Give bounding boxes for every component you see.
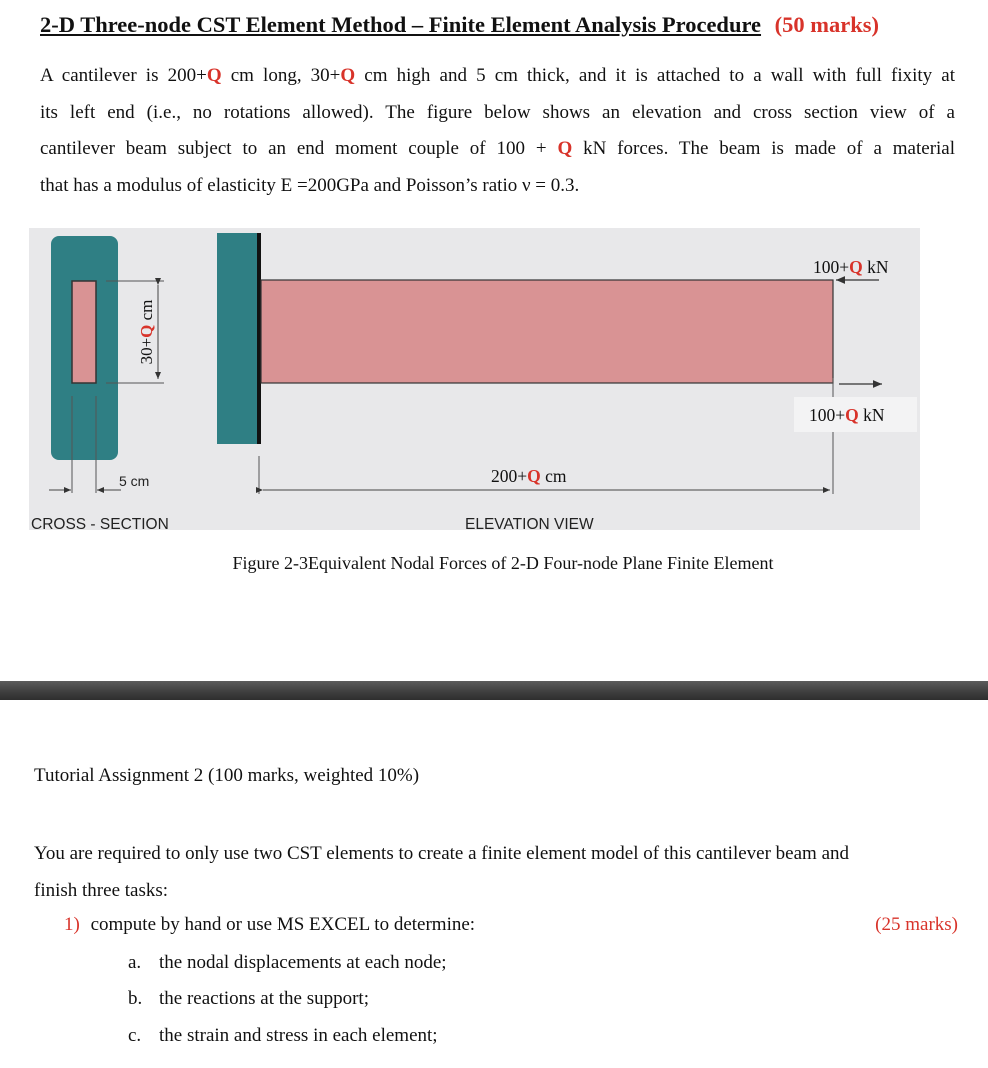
assignment-heading xyxy=(40,12,879,38)
length-label: 200+Q cm xyxy=(491,466,567,486)
tutorial-intro xyxy=(34,836,952,909)
subtask-letter: b. xyxy=(128,988,143,1009)
task-text: compute by hand or use MS EXCEL to determine: xyxy=(90,914,476,935)
problem-text: kN forces. The beam is made of a material xyxy=(572,138,956,159)
heading-marks: (50 marks) xyxy=(774,12,880,37)
thickness-label: 5 cm xyxy=(119,473,150,489)
problem-line-4: that has a modulus of elasticity E =200GPa and Poisson’s ratio ν = 0.3. xyxy=(40,174,580,196)
heading-title: 2-D Three-node CST Element Method – Finite Element Analysis Procedure xyxy=(40,12,762,37)
beam-elevation xyxy=(261,280,833,383)
subtask-c xyxy=(128,1025,438,1047)
task-1 xyxy=(64,914,475,936)
intro-line-2: finish three tasks: xyxy=(34,879,169,901)
intro-line-1: You are required to only use two CST elements to create a finite element model of this cantilever beam and xyxy=(34,843,850,864)
subtask-text: the strain and stress in each element; xyxy=(159,1025,438,1046)
problem-line-2: its left end (i.e., no rotations allowed). The figure below shows an elevation and cross section view of a xyxy=(40,101,955,123)
subtask-text: the reactions at the support; xyxy=(159,988,369,1009)
subtask-a xyxy=(128,952,447,974)
tutorial-title: Tutorial Assignment 2 (100 marks, weighted 10%) xyxy=(34,765,420,786)
wall-support xyxy=(217,233,259,444)
problem-line-3 xyxy=(40,131,955,168)
problem-text: cantilever beam subject to an end moment couple of 100 + xyxy=(40,138,558,159)
cantilever-figure xyxy=(29,228,920,530)
subtask-letter: c. xyxy=(128,1025,142,1046)
problem-line-1 xyxy=(40,58,955,95)
task-1-marks: (25 marks) xyxy=(875,914,958,935)
q-variable: Q xyxy=(206,65,222,86)
bottom-force-label: 100+Q kN xyxy=(809,405,885,425)
subtask-text: the nodal displacements at each node; xyxy=(159,952,447,973)
task-number: 1) xyxy=(64,914,80,935)
subtask-letter: a. xyxy=(128,952,142,973)
problem-text: cm long, 30+ xyxy=(221,65,341,86)
q-variable: Q xyxy=(557,138,573,159)
cross-section-beam xyxy=(72,281,96,383)
section-divider xyxy=(0,681,988,700)
elevation-view-label: ELEVATION VIEW xyxy=(465,516,594,530)
cross-section-label: CROSS - SECTION xyxy=(31,516,169,530)
problem-statement xyxy=(40,58,955,204)
problem-text: cm high and 5 cm thick, and it is attached to a wall with full fixity at xyxy=(355,65,955,86)
problem-text: A cantilever is 200+ xyxy=(40,65,207,86)
subtask-b xyxy=(128,988,369,1010)
height-label: 30+Q cm xyxy=(137,299,156,365)
top-force-label: 100+Q kN xyxy=(813,257,889,277)
figure-caption: Figure 2-3Equivalent Nodal Forces of 2-D Four-node Plane Finite Element xyxy=(232,553,774,573)
q-variable: Q xyxy=(340,65,356,86)
